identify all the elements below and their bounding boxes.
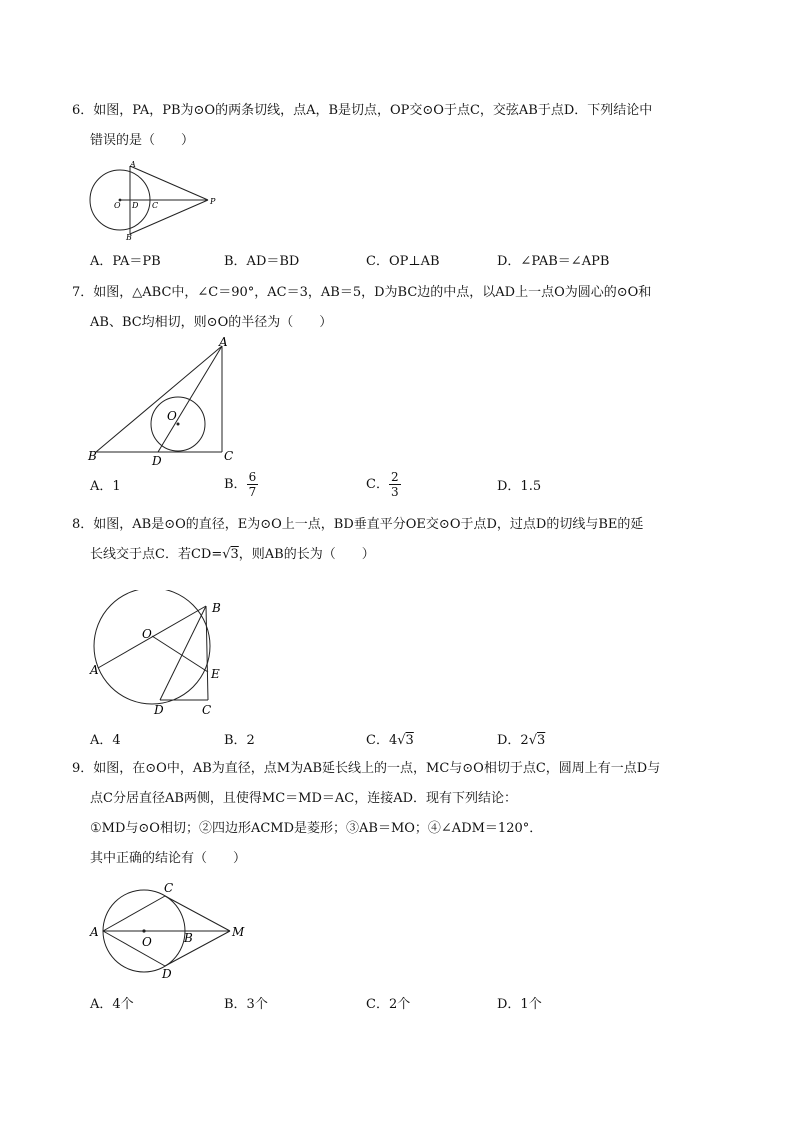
question-7 [72, 278, 732, 338]
q9-option-c[interactable]: C．2个 [366, 997, 411, 1012]
q8-label-o: O [142, 627, 152, 641]
q7-options [90, 470, 730, 504]
sqrt-symbol: √ [222, 547, 231, 562]
q6-label-d: D [132, 201, 139, 210]
q7-option-a[interactable]: A．1 [90, 479, 121, 494]
q6-label-c: C [152, 201, 159, 210]
q7-option-b[interactable] [224, 470, 258, 500]
q8-stem-line2-a: 长线交于点C．若CD= [90, 547, 223, 562]
q8-stem-radicand: 3 [230, 547, 239, 562]
q7-option-b-prefix: B． [224, 477, 247, 492]
q9-label-a: A [90, 925, 99, 939]
q9-stem-line4: 其中正确的结论有（ ） [90, 851, 247, 866]
q8-figure [84, 590, 234, 720]
sqrt-symbol: √ [528, 733, 537, 748]
q7-option-b-denominator: 7 [248, 485, 257, 499]
q8-option-b[interactable]: B．2 [224, 733, 255, 748]
q9-stem-line3: ①MD与⊙O相切；②四边形ACMD是菱形；③AB＝MO；④∠ADM＝120°． [90, 821, 543, 836]
question-6 [72, 96, 732, 156]
q6-label-p: P [210, 197, 216, 206]
q9-label-o: O [142, 935, 152, 949]
q8-label-e: E [211, 667, 220, 681]
q9-stem-line1: 9．如图，在⊙O中，AB为直径，点M为AB延长线上的一点，MC与⊙O相切于点C，圆周上有一点D与 [72, 761, 661, 776]
q8-option-d[interactable] [497, 729, 545, 748]
q7-label-d: D [152, 454, 162, 468]
q7-label-b: B [88, 449, 97, 463]
q7-label-a: A [219, 335, 228, 349]
q7-label-o: O [167, 409, 177, 423]
q8-option-c-radicand: 3 [405, 733, 414, 748]
q8-label-c: C [202, 703, 212, 717]
q7-option-c-prefix: C． [366, 477, 389, 492]
q6-option-b[interactable]: B．AD＝BD [224, 254, 300, 269]
q8-stem-line2 [72, 540, 732, 570]
q8-label-a: A [90, 663, 99, 677]
q8-stem-line1: 8．如图，AB是⊙O的直径，E为⊙O上一点，BD垂直平分OE交⊙O于点D，过点D的切线与BE的延 [72, 517, 644, 532]
q7-option-b-numerator: 6 [248, 470, 257, 484]
q7-figure [84, 334, 244, 468]
q6-label-o: O [114, 201, 121, 210]
q9-label-b: B [184, 931, 193, 945]
q7-option-c[interactable] [366, 470, 401, 500]
q7-option-c-numerator: 2 [390, 470, 399, 484]
q9-option-a[interactable]: A．4个 [90, 997, 134, 1012]
q8-option-c[interactable] [366, 729, 414, 748]
q9-label-d: D [162, 967, 172, 981]
q8-label-b: B [212, 601, 221, 615]
q7-option-d[interactable]: D．1.5 [497, 479, 542, 494]
q6-label-a: A [130, 160, 136, 169]
question-9 [72, 754, 732, 874]
q6-stem-line1: 6．如图，PA，PB为⊙O的两条切线，点A，B是切点，OP交⊙O于点C，交弦AB于点D．下列结论中 [72, 103, 653, 118]
q6-option-d[interactable]: D．∠PAB＝∠APB [497, 254, 610, 269]
sqrt-symbol: √ [397, 733, 406, 748]
q9-option-d[interactable]: D．1个 [497, 997, 542, 1012]
q6-label-b: B [126, 233, 132, 242]
q8-stem-line2-b: ，则AB的长为（ ） [238, 547, 375, 562]
q6-figure [84, 158, 224, 242]
q9-label-m: M [232, 925, 245, 939]
q7-stem-line2: AB、BC均相切，则⊙O的半径为（ ） [90, 315, 333, 330]
q9-stem-line2: 点C分居直径AB两侧，且使得MC＝MD＝AC，连接AD．现有下列结论： [90, 791, 518, 806]
q7-option-c-denominator: 3 [390, 485, 399, 499]
q9-option-b[interactable]: B．3个 [224, 997, 268, 1012]
q6-option-c[interactable]: C．OP⊥AB [366, 254, 440, 269]
q6-option-a[interactable]: A．PA＝PB [90, 254, 161, 269]
question-8 [72, 510, 732, 570]
q8-option-a[interactable]: A．4 [90, 733, 121, 748]
q7-label-c: C [224, 449, 234, 463]
q6-stem-line2: 错误的是（ ） [90, 133, 195, 148]
q9-label-c: C [164, 881, 174, 895]
q8-label-d: D [154, 703, 164, 717]
q8-option-c-prefix: C．4 [366, 733, 398, 748]
q7-option-b-fraction [247, 470, 259, 499]
q9-figure [84, 876, 254, 982]
q8-option-d-prefix: D．2 [497, 733, 529, 748]
q8-option-d-radicand: 3 [537, 733, 546, 748]
q7-option-c-fraction [389, 470, 401, 499]
q7-stem-line1: 7．如图，△ABC中，∠C＝90°，AC＝3，AB＝5，D为BC边的中点，以AD上一点O为圆心的⊙O和 [72, 285, 652, 300]
